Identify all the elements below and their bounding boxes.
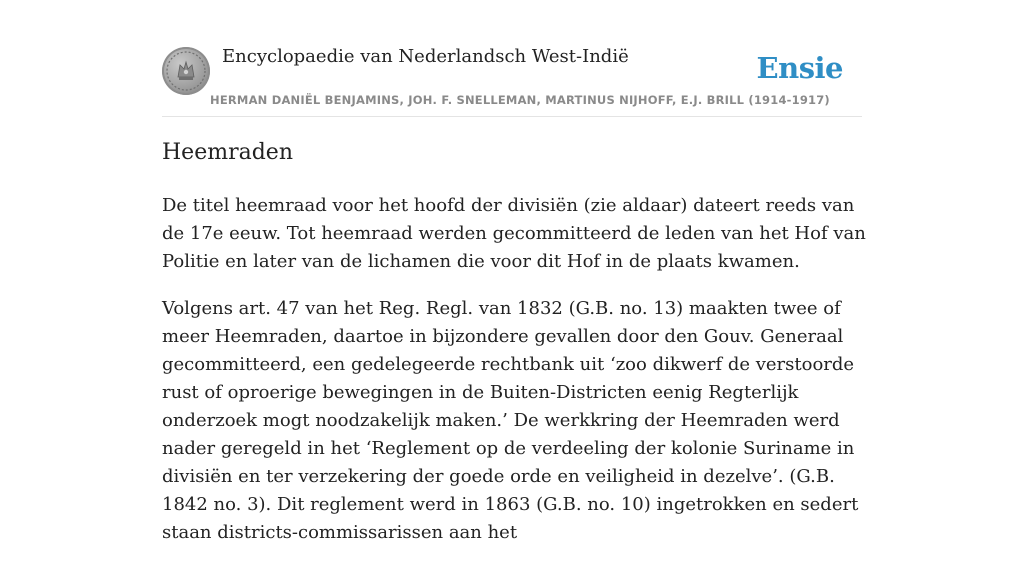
- ensie-logo[interactable]: Ensie: [756, 51, 843, 85]
- authors-line: HERMAN DANIËL BENJAMINS, JOH. F. SNELLEMAN, MARTINUS NIJHOFF, E.J. BRILL (1914-1917): [210, 93, 830, 107]
- book-title[interactable]: Encyclopaedie van Nederlandsch West-Indië: [222, 46, 629, 67]
- coin-seal-icon[interactable]: [162, 47, 210, 95]
- article-paragraph: Volgens art. 47 van het Reg. Regl. van 1832 (G.B. no. 13) maakten twee of meer Heemraden, daartoe in bijzondere gevallen door den Gouv. Generaal gecommitteerd, een gedelegeerde rechtbank uit ‘zoo dikwerf de verstoorde rust of oproerige bewegingen in de Buiten-Districten eenig Regterlijk onderzoek mogt noodzakelijk maken.’ De werkkring der Heemraden werd nader geregeld in het ‘Reglement op de verdeeling der kolonie Suriname in divisiën en ter verzekering der goede orde en veiligheid in dezelve’. (G.B. 1842 no. 3). Dit reglement werd in 1863 (G.B. no. 10) ingetrokken en sedert staan districts-commissarissen aan het: [162, 298, 859, 543]
- header: [162, 40, 862, 117]
- article-title: Heemraden: [162, 140, 293, 165]
- article-body: [162, 192, 872, 566]
- article-paragraph: De titel heemraad voor het hoofd der divisiën (zie aldaar) dateert reeds van de 17e eeuw. Tot heemraad werden gecommitteerd de leden van het Hof van Politie en later van de lichamen die voor dit Hof in de plaats kwamen.: [162, 195, 866, 272]
- coin-seal-emblem-icon: [162, 47, 210, 95]
